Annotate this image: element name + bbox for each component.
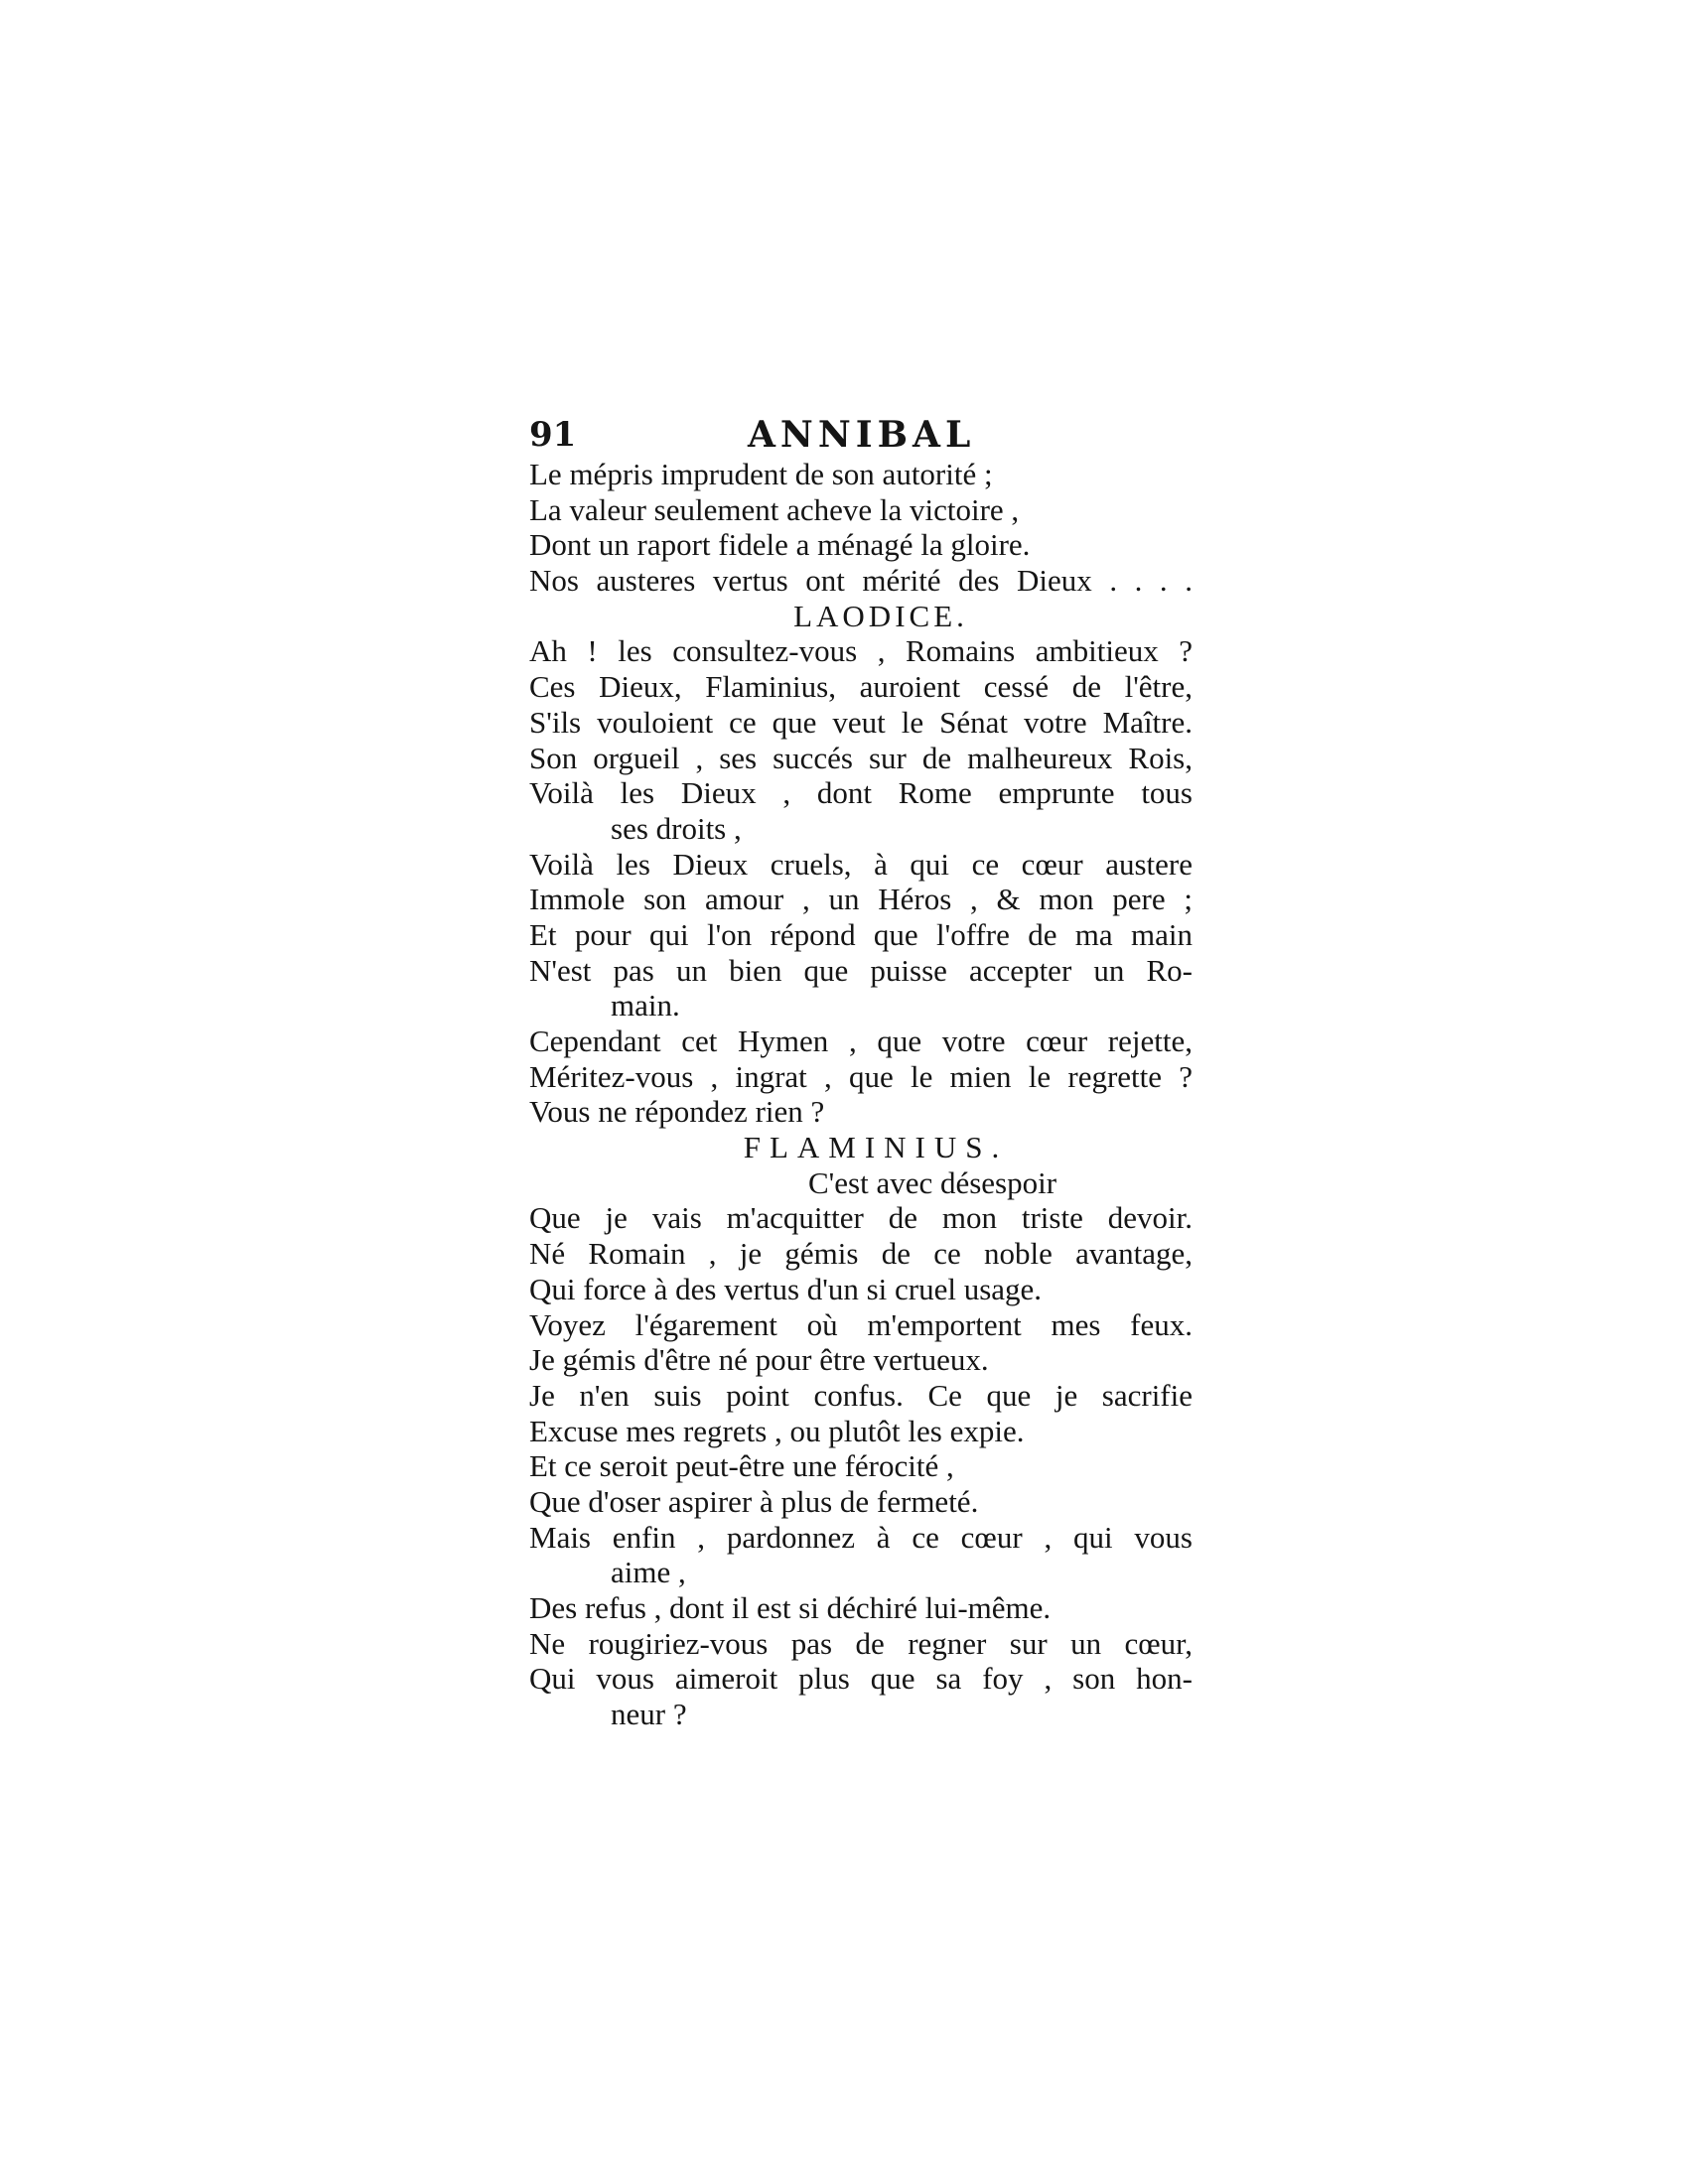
verse-line: Que je vais m'acquitter de mon triste devoir. bbox=[529, 1200, 1193, 1236]
verse-line: Je gémis d'être né pour être vertueux. bbox=[529, 1342, 989, 1378]
verse-line: Je n'en suis point confus. Ce que je sacrifie bbox=[529, 1377, 1193, 1413]
verse-line: Qui vous aimeroit plus que sa foy , son hon- bbox=[529, 1661, 1193, 1697]
page-number: 91 bbox=[529, 415, 577, 455]
verse-line: Dont un raport fidele a ménagé la gloire. bbox=[529, 527, 1031, 563]
speaker-name: FLAMINIUS. bbox=[743, 1130, 1009, 1165]
verse-line: Cependant cet Hymen , que votre cœur rejette, bbox=[529, 1024, 1193, 1058]
verse-line: Voyez l'égarement où m'emportent mes feux. bbox=[529, 1306, 1193, 1342]
verse-line: Et ce seroit peut-être une férocité , bbox=[529, 1448, 954, 1484]
verse-line: Méritez-vous , ingrat , que le mien le regrette ? bbox=[529, 1058, 1193, 1094]
verse-line: Des refus , dont il est si déchiré lui-même. bbox=[529, 1590, 1052, 1625]
verse-line: N'est pas un bien que puisse accepter un Ro- bbox=[529, 952, 1193, 988]
verse-line: Et pour qui l'on répond que l'offre de ma main bbox=[529, 916, 1193, 952]
verse-line: Mais enfin , pardonnez à ce cœur , qui vous bbox=[529, 1519, 1193, 1555]
verse-line: Le mépris imprudent de son autorité ; bbox=[529, 457, 993, 491]
verse-line: Voilà les Dieux cruels, à qui ce cœur austere bbox=[529, 846, 1193, 882]
verse-line-continuation: ses droits , bbox=[611, 810, 742, 846]
verse-line: Immole son amour , un Héros , & mon pere ; bbox=[529, 882, 1193, 917]
speaker-name: LAODICE. bbox=[793, 598, 968, 633]
verse-line-continuation: aime , bbox=[611, 1555, 686, 1590]
verse-line: Voilà les Dieux , dont Rome emprunte tous bbox=[529, 775, 1193, 811]
verse-line: Né Romain , je gémis de ce noble avantage, bbox=[529, 1236, 1193, 1272]
page-header bbox=[529, 413, 1193, 457]
verse-line-continuation: main. bbox=[611, 988, 680, 1024]
verse-line-continuation: neur ? bbox=[611, 1697, 687, 1732]
verse-line-half: C'est avec désespoir bbox=[808, 1164, 1057, 1200]
verse-line: Ne rougiriez-vous pas de regner sur un cœur, bbox=[529, 1625, 1193, 1661]
verse-text bbox=[529, 457, 1193, 1732]
verse-line: Son orgueil , ses succés sur de malheureux Rois, bbox=[529, 740, 1193, 775]
running-title: ANNIBAL bbox=[748, 414, 976, 456]
verse-line: S'ils vouloient ce que veut le Sénat votre Maître. bbox=[529, 704, 1193, 740]
verse-line: La valeur seulement acheve la victoire , bbox=[529, 491, 1020, 527]
verse-line: Qui force à des vertus d'un si cruel usage. bbox=[529, 1271, 1043, 1306]
verse-line: Que d'oser aspirer à plus de fermeté. bbox=[529, 1483, 979, 1519]
verse-line: Vous ne répondez rien ? bbox=[529, 1094, 825, 1130]
verse-line: Nos austeres vertus ont mérité des Dieux . . . . bbox=[529, 563, 1193, 599]
verse-line: Ces Dieux, Flaminius, auroient cessé de l'être, bbox=[529, 669, 1193, 705]
verse-line: Excuse mes regrets , ou plutôt les expie. bbox=[529, 1413, 1025, 1448]
verse-line: Ah ! les consultez-vous , Romains ambitieux ? bbox=[529, 633, 1193, 669]
